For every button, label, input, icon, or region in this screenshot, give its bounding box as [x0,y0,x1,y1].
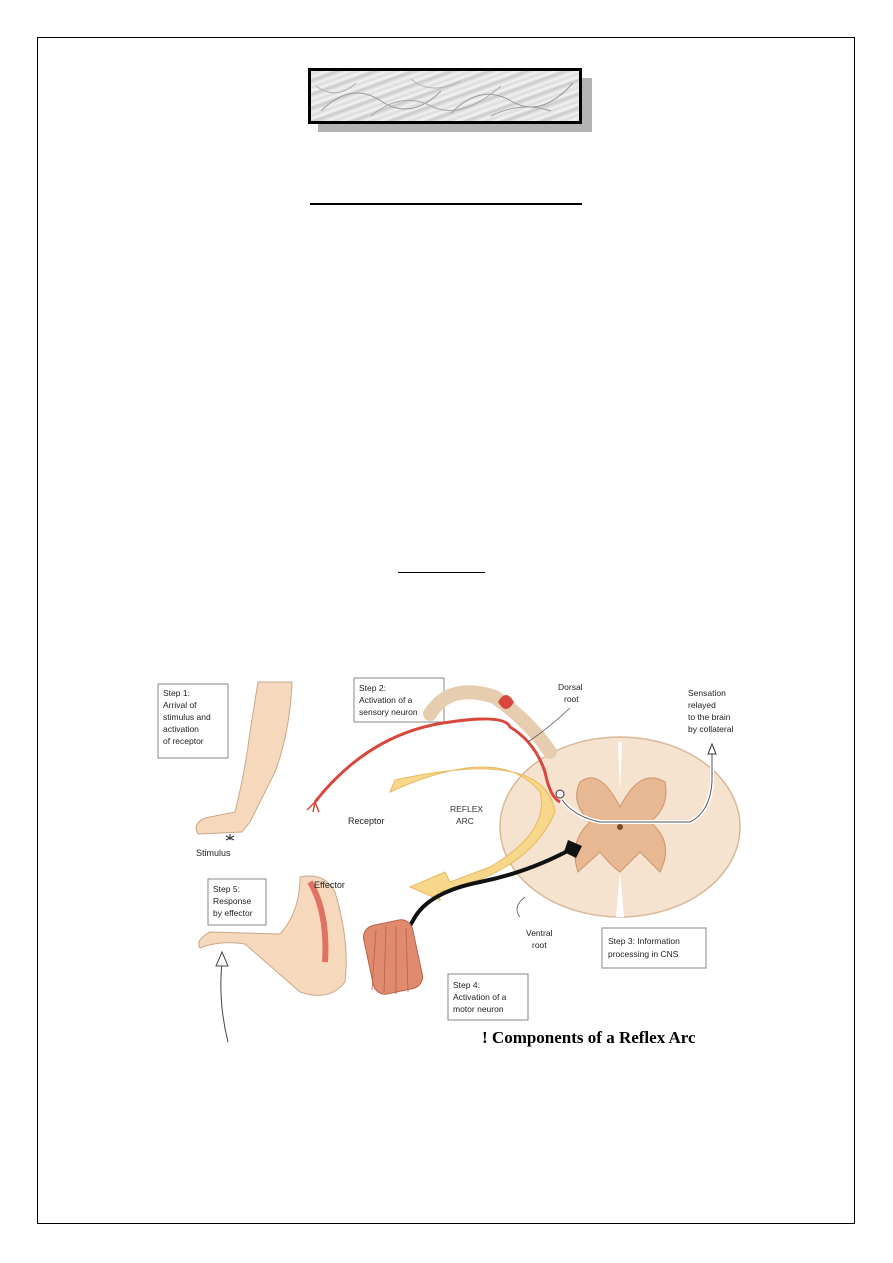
sensation-label-3: to the brain [688,712,731,722]
marble-texture [311,71,579,121]
figure-caption: ! Components of a Reflex Arc [482,1028,696,1047]
stimulus-mark [226,834,234,840]
effector-muscle [361,918,424,997]
step5-box [208,879,266,925]
sensation-label-1: Sensation [688,688,726,698]
step1-line5: of receptor [163,736,204,746]
step1-line1: Step 1: [163,688,190,698]
sensation-label-2: relayed [688,700,716,710]
step5-line1: Step 5: [213,884,240,894]
step2-line2: Activation of a [359,695,413,705]
step4-line1: Step 4: [453,980,480,990]
step3-line2: processing in CNS [608,949,679,959]
step2-line1: Step 2: [359,683,386,693]
step1-line2: Arrival of [163,700,197,710]
dorsal-root-label-1: Dorsal [558,682,583,692]
step5-line3: by effector [213,908,253,918]
step3-box [602,928,706,968]
heading-underline [310,203,582,205]
effector-label: Effector [314,880,345,890]
title-banner [308,68,582,124]
step4-box [448,974,528,1020]
dorsal-root-label-2: root [564,694,579,704]
step1-box [158,684,228,758]
ventral-root-label-2: root [532,940,547,950]
step2-line3: sensory neuron [359,707,418,717]
reflex-arc-figure [150,672,750,1052]
stimulus-label: Stimulus [196,848,231,858]
reflex-arc-label-2: ARC [456,816,474,826]
reflex-arc-label-1: REFLEX [450,804,484,814]
step4-line2: Activation of a [453,992,507,1002]
subheading-underline [398,572,485,573]
sensation-label-4: by collateral [688,724,734,734]
step3-line1: Step 3: Information [608,936,680,946]
step4-line3: motor neuron [453,1004,504,1014]
step1-line4: activation [163,724,199,734]
step5-line2: Response [213,896,252,906]
receptor-label: Receptor [348,816,385,826]
step1-line3: stimulus and [163,712,211,722]
ventral-root-label-1: Ventral [526,928,553,938]
